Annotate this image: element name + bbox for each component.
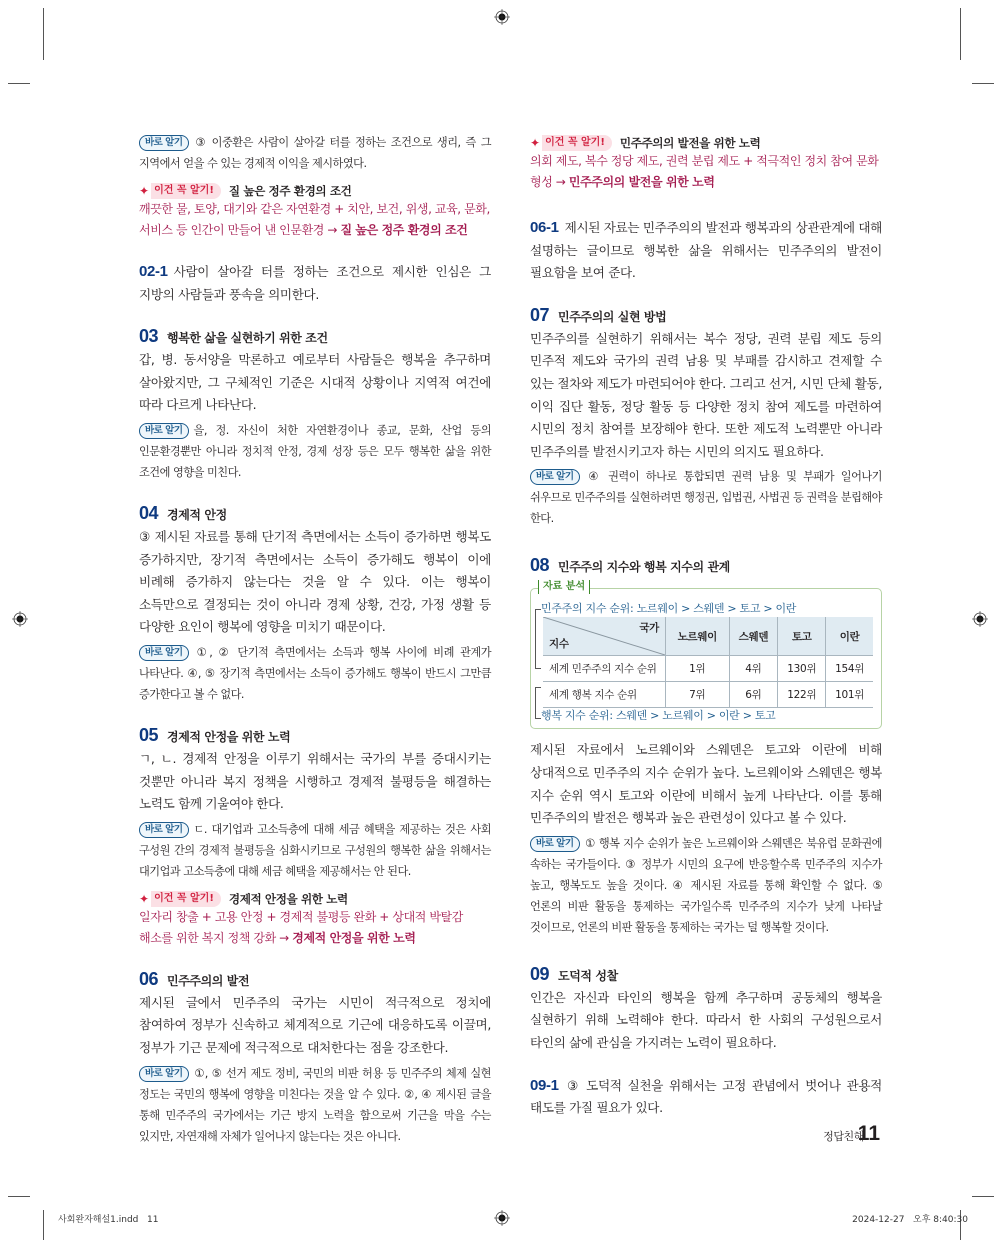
must-know-tag: ✦ 이건 꼭 알기!	[530, 135, 612, 151]
correct-answer-badge: 바로 알기	[139, 645, 189, 661]
question-02-1: 02-1 사람이 살아갈 터를 정하는 조건으로 제시한 인심은 그 지방의 사람들과 풍속을 의미한다.	[139, 263, 491, 302]
crop-mark	[43, 8, 44, 60]
crop-mark	[8, 1196, 30, 1197]
index-table	[543, 617, 873, 708]
must-know-box: ✦ 이건 꼭 알기! 민주주의의 발전을 위한 노력 의회 제도, 복수 정당 제도, 권력 분립 제도 + 적극적인 정치 참여 문화 형성 → 민주주의의 발전을 위한 노력	[530, 136, 879, 189]
must-know-box: ✦ 이건 꼭 알기! 경제적 안정을 위한 노력 일자리 창출 + 고용 안정 + 경제적 불평등 완화 + 상대적 박탈감 해소를 위한 복지 정책 강화 → 경제적 안정을 위한 노력	[139, 891, 463, 945]
crop-mark	[43, 1210, 44, 1240]
crop-mark	[8, 83, 30, 84]
question-07: 07 민주주의의 실현 방법 민주주의를 실현하기 위해서는 복수 정당, 권력 분립 제도 등의 민주적 제도와 국가의 권력 남용 및 부패를 감시하고 견제할 수 있는 절차와 제도가 마련되어야 한다. 그리고 선거, 시민 단체 활동, 이익 집단 활동, 정당 활동 등 다양한 정치 참여 제도를 마련하여 시민의 정치 참여를 보장해야 한다. 또한 제도적 노력뿐만 아니라 민주주의를 발전시키고자 하는 시민의 의지도 필요하다. 바로 알기 ④ 권력이 하나로 통합되면 권력 남용 및 부패가 일어나기 쉬우므로 민주주의를 실현하려면 행정권, 입법권, 사법권 등 권력을 분립해야 한다.	[530, 304, 882, 526]
question-03: 03 행복한 삶을 실현하기 위한 조건 갑, 병. 동서양을 막론하고 예로부터 사람들은 행복을 추구하며 살아왔지만, 그 구체적인 기준은 시대적 상황이나 지역적 여건에 따라 다르게 나타난다. 바로 알기 을, 정. 자신이 처한 자연환경이나 종교, 문화, 산업 등의 인문환경뿐만 아니라 정치적 안정, 경제 성장 등은 모두 행복한 삶을 위한 조건에 영향을 미친다.	[139, 326, 491, 479]
crop-mark	[972, 1196, 994, 1197]
table-row: 세계 행복 지수 순위 7위 6위 122위 101위	[543, 682, 873, 708]
must-know-tag: ✦ 이건 꼭 알기!	[139, 891, 221, 907]
happiness-rank-line: 행복 지수 순위: 스웨덴 > 노르웨이 > 이란 > 토고	[541, 709, 776, 723]
question-06-1: 06-1 제시된 자료는 민주주의의 발전과 행복과의 상관관계에 대해 설명하는 글이므로 행복한 삶을 위해서는 민주주의의 발전이 필요함을 보여 준다.	[530, 219, 882, 281]
registration-mark-icon	[12, 611, 28, 627]
registration-mark-icon	[972, 611, 988, 627]
slug-timestamp: 2024-12-27 오후 8:40:30	[852, 1215, 968, 1225]
star-icon: ✦	[139, 184, 150, 198]
registration-mark-icon	[494, 1210, 510, 1226]
question-09-1: 09-1 ③ 도덕적 실천을 위해서는 고정 관념에서 벗어나 관용적 태도를 가질 필요가 있다.	[530, 1076, 882, 1116]
correct-answer-badge: 바로 알기	[530, 469, 580, 485]
correct-answer-badge: 바로 알기	[139, 423, 189, 439]
democracy-rank-line: 민주주의 지수 순위: 노르웨이 > 스웨덴 > 토고 > 이란	[541, 602, 797, 616]
star-icon: ✦	[139, 891, 150, 906]
star-icon: ✦	[530, 136, 541, 150]
question-05: 05 경제적 안정을 위한 노력 ㄱ, ㄴ. 경제적 안정을 이루기 위해서는 국가의 부를 증대시키는 것뿐만 아니라 복지 정책을 시행하고 경제적 불평등을 해결하는 노력도 함께 기울여야 한다. 바로 알기 ㄷ. 대기업과 고소득층에 대해 세금 혜택을 제공하는 것은 사회 구성원 간의 경제적 불평등을 심화시키므로 구성원의 행복한 삶을 위해서는 대기업과 고소득층에 대해 세금 혜택을 제공해서는 안 된다. ✦ 이건 꼭 알기! 경제적 안정을 위한 노력 일자리 창출 + 고용 안정 + 경제적 불평등 완화 + 상대적 박탈감 해소를 위한 복지 정책 강화 → 경제적 안정을 위한 노력	[139, 725, 491, 949]
column-header: 이란	[826, 617, 873, 656]
answer-02-note: 바로 알기 ③ 이중환은 사람이 살아갈 터를 정하는 조건으로 생리, 즉 그 지역에서 얻을 수 있는 경제적 이익을 제시하였다.	[139, 136, 492, 170]
correct-answer-badge: 바로 알기	[139, 1066, 189, 1082]
question-08: 08 민주주의 지수와 행복 지수의 관계 자료 분석 민주주의 지수 순위: 노르웨이 > 스웨덴 > 토고 > 이란 국가 지수 노르웨이 스웨덴 토고 이란 세계 민주주의 지수 순위 1위 4위 130위 154위 세계 행복 지수 순위 7위 6위 122위 101위 행복 지수 순위: 스웨덴 > 노르웨이 > 이란 > 토고 제시된 자료에서 노르웨이와 스웨덴은 토고와 이란에 비해 상대적으로 민주주의 지수 순위가 높다. 노르웨이와 스웨덴은 행복 지수 순위 역시 토고와 이란에 비해서 높게 나타난다. 이를 통해 민주주의의 발전은 행복과 높은 관련성이 있다고 볼 수 있다. 바로 알기 ① 행복 지수 순위가 높은 노르웨이와 스웨덴은 북유럽 문화권에 속하는 국가들이다. ③ 정부가 시민의 요구에 반응할수록 민주주의 지수가 높고, 행복도도 높을 것이다. ④ 제시된 자료를 통해 확인할 수 없다. ⑤ 언론의 비판 활동을 통제하는 국가일수록 민주주의 지수가 낮게 나타날 것이므로, 언론의 비판 활동을 통제하는 국가는 덜 행복할 것이다.	[530, 555, 882, 934]
table-corner-header: 국가 지수	[543, 617, 666, 656]
page-number: 11	[857, 1122, 880, 1145]
left-column	[139, 132, 491, 1147]
question-04: 04 경제적 안정 ③ 제시된 자료를 통해 단기적 측면에서는 소득이 증가하면 행복도 증가하지만, 장기적 측면에서는 소득이 증가해도 행복이 이에 비례해 증가하지 않는다는 것을 알 수 있다. 이는 행복이 소득만으로 결정되는 것이 아니라 경제 상황, 건강, 가정 생활 등 다양한 요인이 행복에 영향을 미치기 때문이다. 바로 알기 ①, ② 단기적 측면에서는 소득과 행복 사이에 비례 관계가 나타난다. ④, ⑤ 장기적 측면에서는 소득이 증가해도 행복이 반드시 그만큼 증가한다고 볼 수 없다.	[139, 502, 491, 701]
question-06: 06 민주주의의 발전 제시된 글에서 민주주의 국가는 시민이 적극적으로 정치에 참여하여 정부가 신속하고 체계적으로 기근에 대응하도록 이끌며, 정부가 기근 문제에 적극적으로 대처한다는 점을 강조한다. 바로 알기 ①, ⑤ 선거 제도 정비, 국민의 비판 허용 등 민주주의 체제 실현 정도는 국민의 행복에 영향을 미친다는 것을 알 수 있다. ②, ④ 제시된 글을 통해 민주주의 국가에서는 기근 방지 노력을 함으로써 기근을 막을 수는 있지만, 자연재해 자체가 일어나지 않는다는 것은 아니다.	[139, 968, 491, 1143]
data-analysis-box	[530, 581, 882, 729]
crop-mark	[972, 83, 994, 84]
section-label: 정답친해	[823, 1130, 864, 1143]
column-header: 토고	[778, 617, 826, 656]
correct-answer-badge: 바로 알기	[139, 822, 189, 838]
question-09: 09 도덕적 성찰 인간은 자신과 타인의 행복을 함께 추구하며 공동체의 행복을 실현하기 위해 노력해야 한다. 따라서 한 사회의 구성원으로서 타인의 삶에 관심을 가지려는 노력이 필요하다.	[530, 963, 882, 1050]
must-know-box: ✦ 이건 꼭 알기! 질 높은 정주 환경의 조건 깨끗한 물, 토양, 대기와 같은 자연환경 + 치안, 보건, 위생, 교육, 문화, 서비스 등 인간이 만들어 낸 인문환경 → 질 높은 정주 환경의 조건	[139, 184, 490, 237]
column-header: 노르웨이	[666, 617, 730, 656]
crop-mark	[960, 8, 961, 60]
correct-answer-badge: 바로 알기	[530, 836, 580, 852]
bracket-line	[535, 609, 541, 669]
must-know-tag: ✦ 이건 꼭 알기!	[139, 183, 221, 199]
correct-answer-badge: 바로 알기	[139, 135, 189, 151]
registration-mark-icon	[494, 9, 510, 25]
table-row: 세계 민주주의 지수 순위 1위 4위 130위 154위	[543, 656, 873, 682]
right-column	[530, 132, 882, 1120]
data-analysis-tag: 자료 분석	[538, 580, 590, 594]
slug-filename: 사회완자해설1.indd 11	[58, 1215, 159, 1225]
bracket-line	[535, 687, 541, 719]
column-header: 스웨덴	[729, 617, 778, 656]
